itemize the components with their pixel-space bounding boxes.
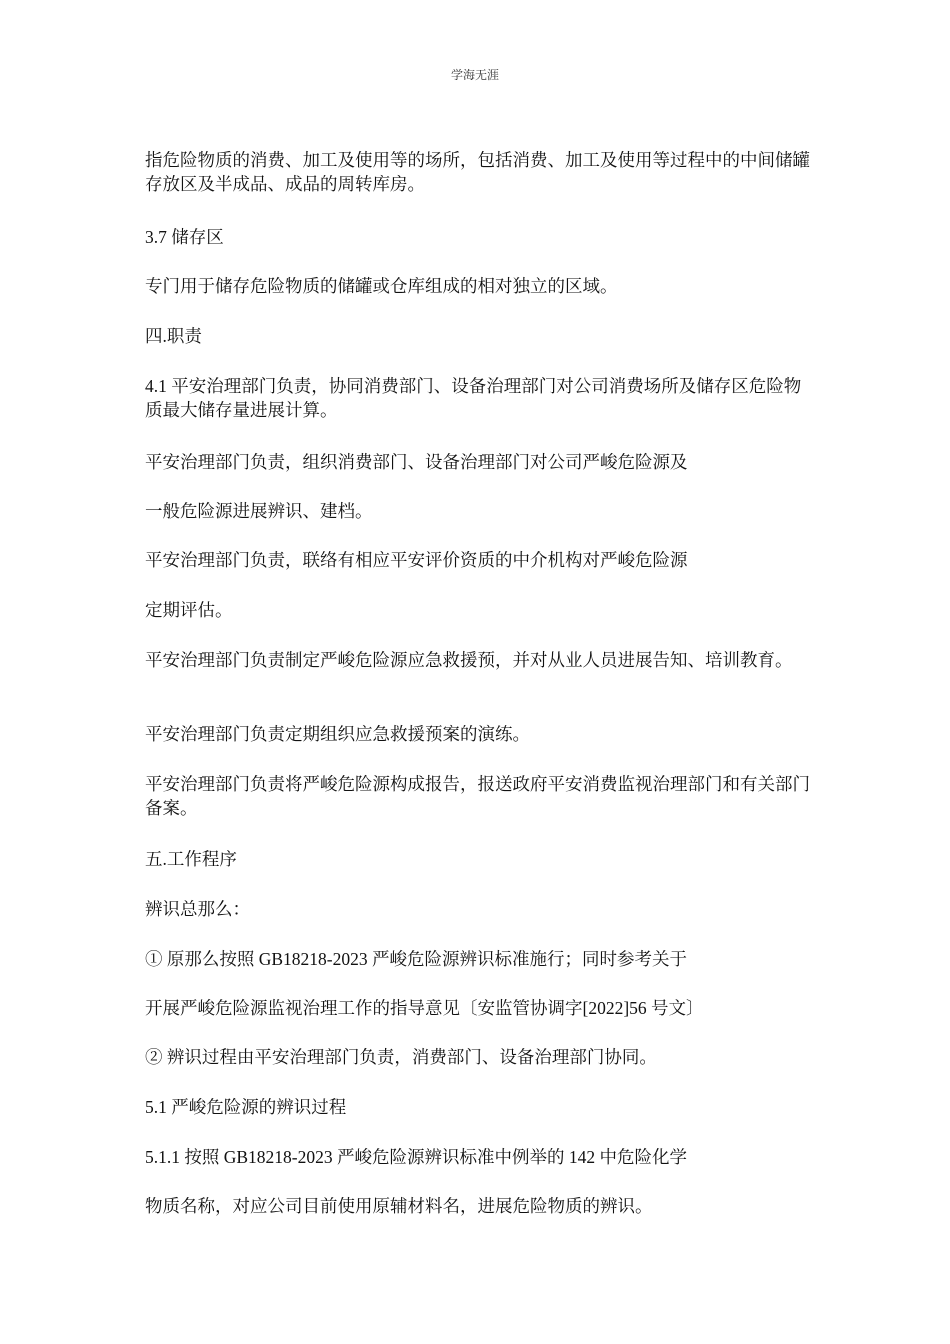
paragraph: 平安治理部门负责制定严峻危险源应急救援预，并对从业人员进展告知、培训教育。 <box>145 650 793 670</box>
paragraph: 指危险物质的消费、加工及使用等的场所，包括消费、加工及使用等过程中的中间储罐存放区及半成品、成品的周转库房。 <box>145 150 810 194</box>
list-item: ② 辨识过程由平安治理部门负责，消费部门、设备治理部门协同。 <box>145 1047 657 1067</box>
section-heading: 3.7 储存区 <box>145 227 224 247</box>
page-header: 学海无涯 <box>450 68 499 82</box>
paragraph: 开展严峻危险源监视治理工作的指导意见〔安监管协调字[2022]56 号文〕 <box>145 998 704 1018</box>
paragraph: 专门用于储存危险物质的储罐或仓库组成的相对独立的区域。 <box>145 276 618 296</box>
section-heading: 五.工作程序 <box>145 849 237 869</box>
paragraph: 物质名称，对应公司目前使用原辅材料名，进展危险物质的辨识。 <box>145 1196 653 1216</box>
section-heading: 四.职责 <box>145 326 202 346</box>
paragraph: 定期评估。 <box>145 600 233 620</box>
paragraph: 平安治理部门负责定期组织应急救援预案的演练。 <box>145 724 530 744</box>
paragraph: 平安治理部门负责，组织消费部门、设备治理部门对公司严峻危险源及 <box>145 452 688 472</box>
paragraph: 平安治理部门负责，联络有相应平安评价资质的中介机构对严峻危险源 <box>145 550 688 570</box>
section-heading: 5.1 严峻危险源的辨识过程 <box>145 1097 347 1117</box>
paragraph: 辨识总那么： <box>145 899 250 919</box>
list-item: ① 原那么按照 GB18218-2023 严峻危险源辨识标准施行；同时参考关于 <box>145 949 688 969</box>
paragraph: 4.1 平安治理部门负责，协同消费部门、设备治理部门对公司消费场所及储存区危险物质最大储存量进展计算。 <box>145 376 802 420</box>
paragraph: 5.1.1 按照 GB18218-2023 严峻危险源辨识标准中例举的 142 中危险化学 <box>145 1147 688 1167</box>
paragraph: 一般危险源进展辨识、建档。 <box>145 501 373 521</box>
paragraph: 平安治理部门负责将严峻危险源构成报告，报送政府平安消费监视治理部门和有关部门备案。 <box>145 774 810 818</box>
